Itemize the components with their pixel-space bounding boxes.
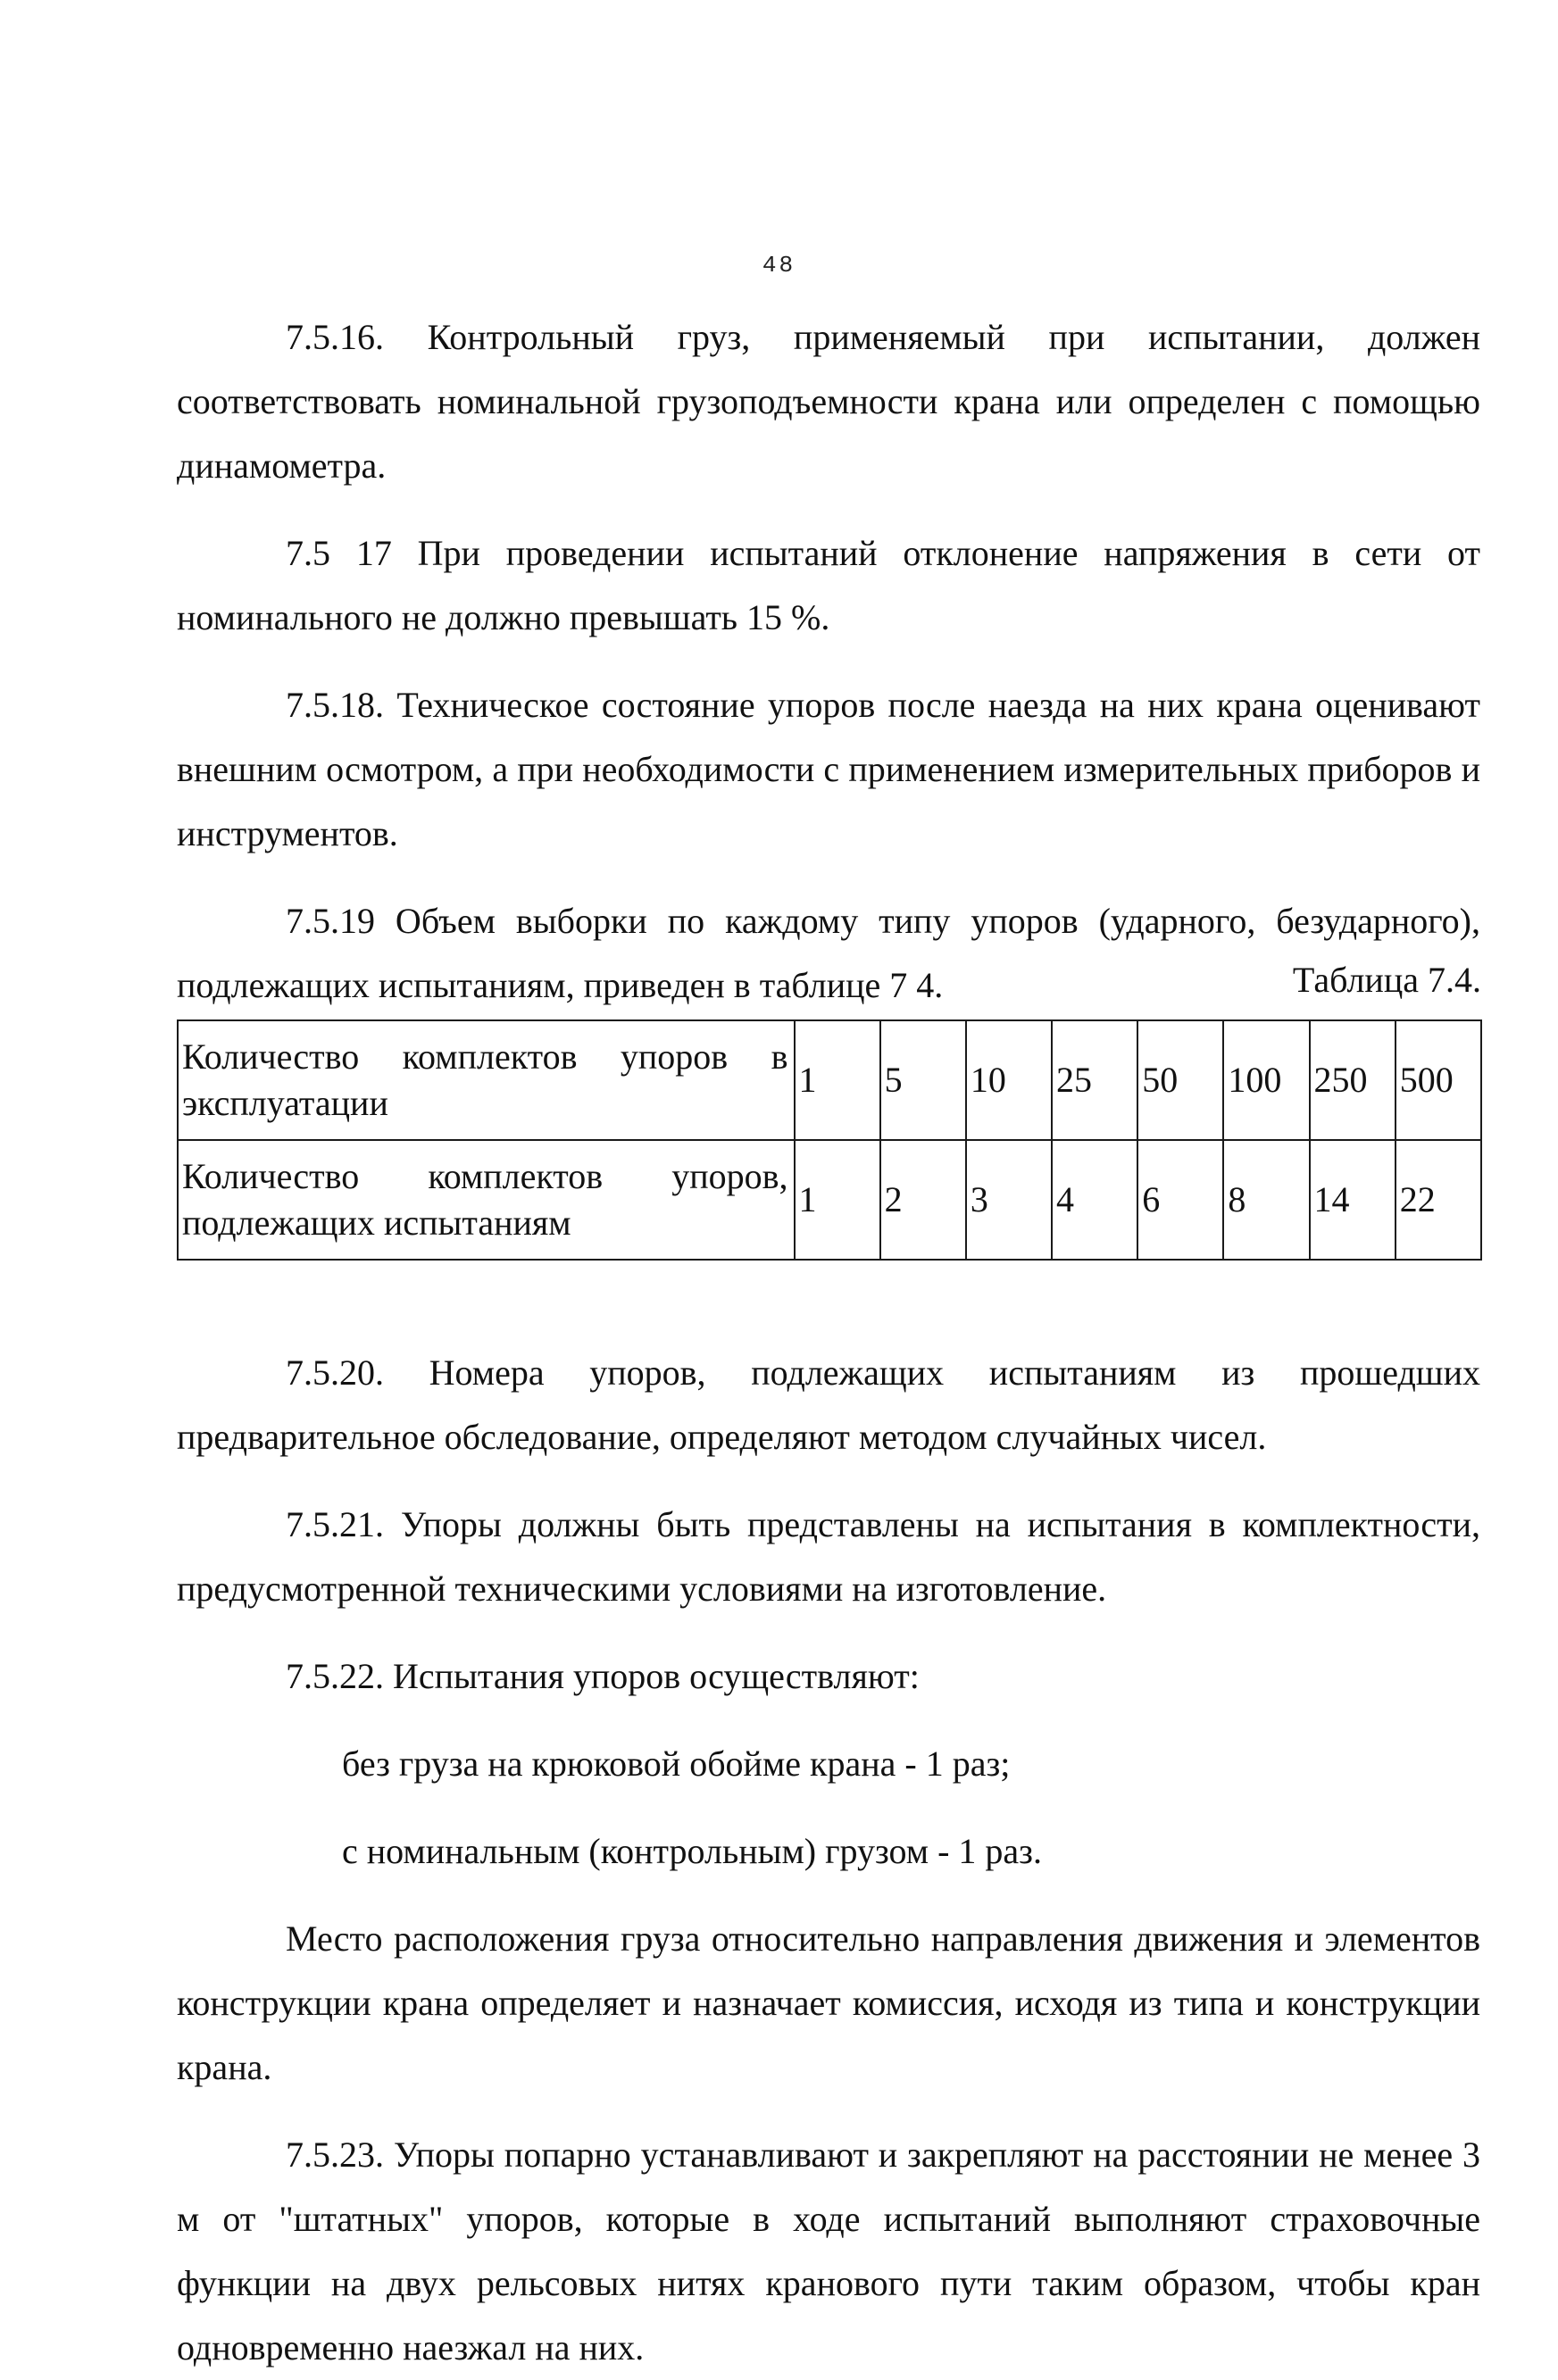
table-cell: 250 <box>1310 1020 1396 1140</box>
table-cell: 4 <box>1052 1140 1137 1260</box>
paragraph-7-5-20: 7.5.20. Номера упоров, подлежащих испытаниям из прошедших предварительное обследование, определяют методом случайных чисел. <box>177 1352 1480 1457</box>
table-cell: 5 <box>880 1020 966 1140</box>
table-cell: 500 <box>1396 1020 1481 1140</box>
page-number: 48 <box>762 252 796 279</box>
table-cell: 100 <box>1223 1020 1309 1140</box>
bottom-text-block <box>177 1341 1480 2380</box>
table-caption: Таблица 7.4. <box>1292 960 1481 1000</box>
paragraph-7-5-19: 7.5.19 Объем выборки по каждому типу упоров (ударного, безударного), подлежащих испытаниям, приведен в таблице 7 4. <box>177 901 1480 1005</box>
row-label: Количество комплектов упоров, подлежащих испытаниям <box>178 1140 795 1260</box>
list-item: без груза на крюковой обойме крана - 1 раз; <box>342 1743 1011 1784</box>
paragraph-7-5-21: 7.5.21. Упоры должны быть представлены на испытания в комплектности, предусмотренной техническими условиями на изготовление. <box>177 1504 1480 1609</box>
table-cell: 2 <box>880 1140 966 1260</box>
data-table <box>177 1019 1482 1261</box>
paragraph-7-5-17: 7.5 17 При проведении испытаний отклонение напряжения в сети от номинального не должно превышать 15 %. <box>177 533 1480 637</box>
table-cell: 6 <box>1137 1140 1223 1260</box>
table-cell: 10 <box>966 1020 1052 1140</box>
paragraph-7-5-22: 7.5.22. Испытания упоров осуществляют: <box>286 1656 920 1696</box>
paragraph-7-5-23: 7.5.23. Упоры попарно устанавливают и закрепляют на расстоянии не менее 3 м от "штатных" упоров, которые в ходе испытаний выполняют страховочные функции на двух рельсовых нитях кранового пути таким образом, чтобы кран одновременно наезжал на них. <box>177 2135 1480 2368</box>
paragraph-location: Место расположения груза относительно направления движения и элементов конструкции крана определяет и назначает комиссия, исходя из типа и конструкции крана. <box>177 1918 1480 2087</box>
table-cell: 50 <box>1137 1020 1223 1140</box>
table-cell: 14 <box>1310 1140 1396 1260</box>
table-cell: 1 <box>795 1140 880 1260</box>
table-cell: 3 <box>966 1140 1052 1260</box>
list-item: с номинальным (контрольным) грузом - 1 раз. <box>342 1831 1042 1871</box>
top-text-block <box>177 305 1480 1018</box>
table-cell: 8 <box>1223 1140 1309 1260</box>
table-cell: 1 <box>795 1020 880 1140</box>
table-cell: 22 <box>1396 1140 1481 1260</box>
row-label: Количество комплектов упоров в эксплуатации <box>178 1020 795 1140</box>
table-row <box>178 1020 1481 1140</box>
table-row <box>178 1140 1481 1260</box>
paragraph-7-5-16: 7.5.16. Контрольный груз, применяемый при испытании, должен соответствовать номинальной грузоподъемности крана или определен с помощью динамометра. <box>177 317 1480 486</box>
paragraph-7-5-18: 7.5.18. Техническое состояние упоров после наезда на них крана оценивают внешним осмотром, а при необходимости с применением измерительных приборов и инструментов. <box>177 685 1480 853</box>
table-cell: 25 <box>1052 1020 1137 1140</box>
